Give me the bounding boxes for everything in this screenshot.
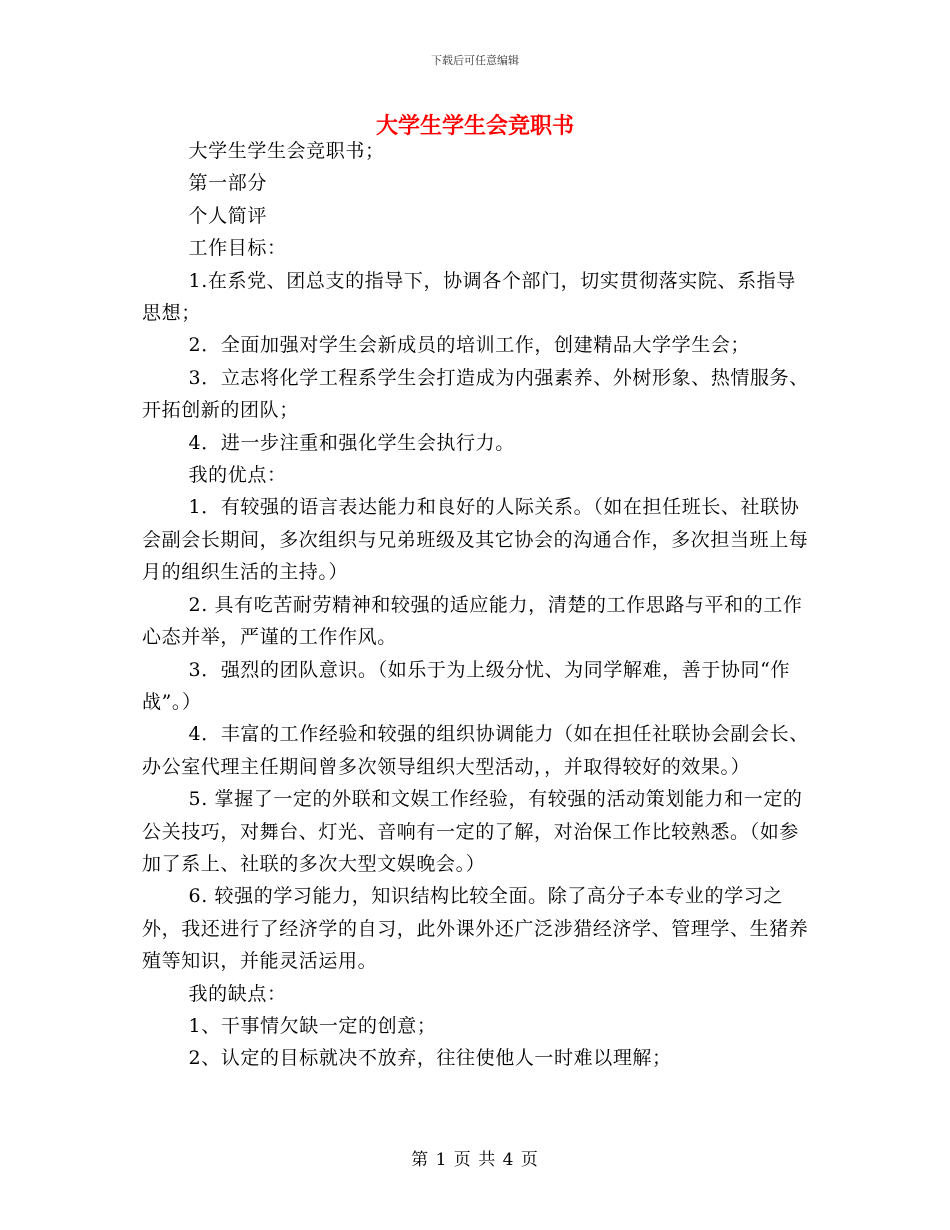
document-title: 大学生学生会竞职书 <box>375 113 574 139</box>
paragraph: 2．全面加强对学生会新成员的培训工作，创建精品大学学生会； <box>188 334 751 357</box>
paragraph: 工作目标： <box>188 237 287 260</box>
paragraph: 我的优点： <box>188 464 287 487</box>
paragraph: 6. 较强的学习能力，知识结构比较全面。除了高分子本专业的学习之外，我还进行了经济学的自习，此外课外还广泛涉猎经济学、管理学、生猪养殖等知识，并能灵活运用。 <box>142 885 809 973</box>
paragraph: 1.在系党、团总支的指导下，协调各个部门，切实贯彻落实院、系指导思想； <box>142 269 796 325</box>
paragraph: 大学生学生会竞职书； <box>188 140 385 162</box>
page-header <box>0 55 950 67</box>
paragraph: 1．有较强的语言表达能力和良好的人际关系。（如在担任班长、社联协会副会长期间，多次组织与兄弟班级及其它协会的沟通合作，多次担当班上每月的组织生活的主持。） <box>142 496 809 584</box>
paragraph: 2. 具有吃苦耐劳精神和较强的适应能力，清楚的工作思路与平和的工作心态并举，严谨的工作作风。 <box>142 593 803 649</box>
paragraph: 我的缺点： <box>188 982 287 1005</box>
page-footer <box>0 1150 950 1170</box>
paragraph: 第一部分 <box>188 172 267 195</box>
page-number: 第 1 页 共 4 页 <box>411 1150 539 1170</box>
paragraph: 4．进一步注重和强化学生会执行力。 <box>188 431 515 454</box>
paragraph: 5. 掌握了一定的外联和文娱工作经验，有较强的活动策划能力和一定的公关技巧，对舞台、灯光、音响有一定的了解，对治保工作比较熟悉。（如参加了系上、社联的多次大型文娱晚会。） <box>142 788 803 875</box>
paragraph: 3．立志将化学工程系学生会打造成为内强素养、外树形象、热情服务、开拓创新的团队； <box>142 366 809 422</box>
paragraph: 4．丰富的工作经验和较强的组织协调能力（如在担任社联协会副会长、办公室代理主任期间曾多次领导组织大型活动，，并取得较好的效果。） <box>142 723 809 778</box>
paragraph: 1、干事情欠缺一定的创意； <box>188 1014 437 1037</box>
document-body <box>142 135 810 1075</box>
paragraph: 个人简评 <box>188 204 267 227</box>
header-note: 下载后可任意编辑 <box>431 54 519 67</box>
paragraph: 3．强烈的团队意识。（如乐于为上级分忧、为同学解难，善于协同“作战”。） <box>142 658 791 713</box>
paragraph: 2、认定的目标就决不放弃，往往使他人一时难以理解； <box>188 1047 672 1070</box>
